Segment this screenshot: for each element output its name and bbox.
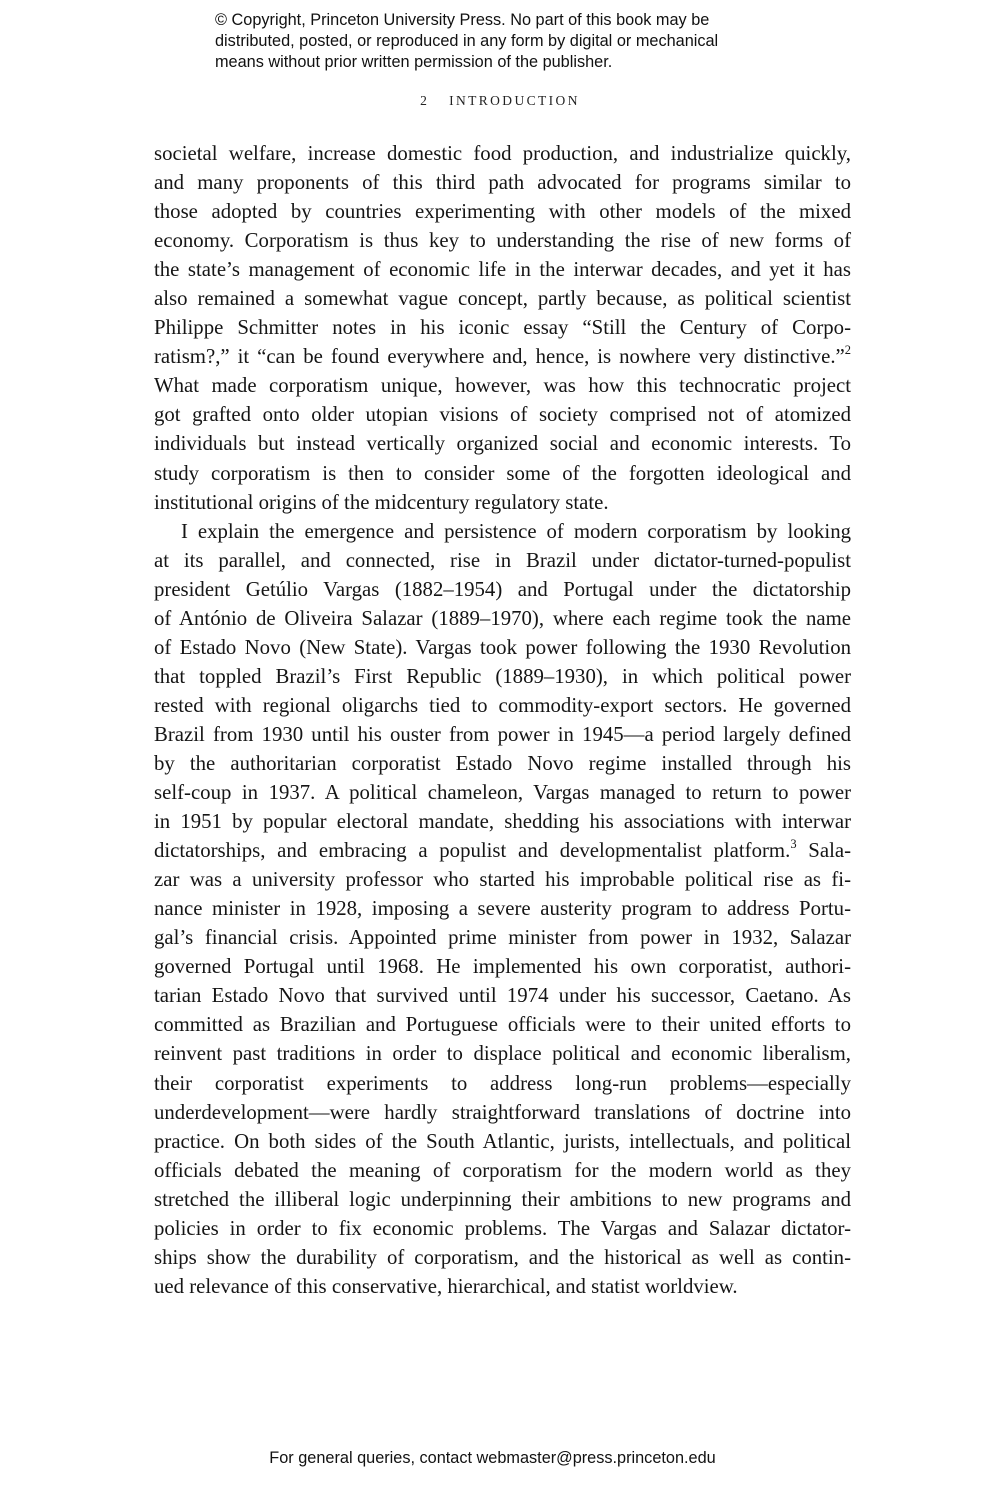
copyright-line: distributed, posted, or reproduced in any form by digital or mechanical <box>215 32 719 50</box>
text-line: policies in order to fix economic problems. The Vargas and Salazar dictator- <box>154 1216 851 1240</box>
copyright-line: means without prior written permission of the publisher. <box>215 53 613 71</box>
text-line: in 1951 by popular electoral mandate, shedding his associations with interwar <box>154 810 851 834</box>
text-line: also remained a somewhat vague concept, partly because, as political scientist <box>154 287 851 311</box>
text-line: gal’s financial crisis. Appointed prime minister from power in 1932, Salazar <box>154 926 851 950</box>
text-line: of António de Oliveira Salazar (1889–1970), where each regime took the name <box>154 606 851 630</box>
text-line: What made corporatism unique, however, was how this technocratic project <box>154 374 851 398</box>
text-line: institutional origins of the midcentury regulatory state. <box>154 490 609 514</box>
text-line: self-coup in 1937. A political chameleon, Vargas managed to return to power <box>154 781 851 805</box>
footer-contact: For general queries, contact webmaster@press.princeton.edu <box>269 1449 716 1467</box>
text-line: ships show the durability of corporatism, and the historical as well as contin- <box>154 1245 851 1269</box>
text-line: individuals but instead vertically organized social and economic interests. To <box>154 432 851 456</box>
footnote-marker[interactable]: 3 <box>790 837 797 852</box>
text-line: and many proponents of this third path advocated for programs similar to <box>154 171 851 195</box>
text-line: reinvent past traditions in order to displace political and economic liberalism, <box>154 1042 851 1066</box>
text-line: economy. Corporatism is thus key to understanding the rise of new forms of <box>154 229 851 253</box>
page-number: 2 <box>420 93 430 108</box>
text-segment: ratism?,” it “can be found everywhere and, hence, is nowhere very distinctive.” <box>154 345 845 369</box>
body-text <box>154 139 851 1301</box>
text-line: governed Portugal until 1968. He implemented his own corporatist, authori- <box>154 955 851 979</box>
text-line: president Getúlio Vargas (1882–1954) and Portugal under the dictatorship <box>154 577 851 601</box>
text-line: practice. On both sides of the South Atlantic, jurists, intellectuals, and political <box>154 1129 851 1153</box>
running-head <box>0 93 985 109</box>
text-line-paragraph-start: I explain the emergence and persistence of modern corporatism by looking <box>181 519 851 543</box>
text-line: got grafted onto older utopian visions of society comprised not of atomized <box>154 403 851 427</box>
footnote-marker[interactable]: 2 <box>844 343 851 358</box>
text-line: stretched the illiberal logic underpinning their ambitions to new programs and <box>154 1187 851 1211</box>
text-line: of Estado Novo (New State). Vargas took power following the 1930 Revolution <box>154 635 851 659</box>
text-line: the state’s management of economic life in the interwar decades, and yet it has <box>154 258 851 282</box>
text-line: rested with regional oligarchs tied to commodity-export sectors. He governed <box>154 693 851 717</box>
text-line: underdevelopment—were hardly straightforward translations of doctrine into <box>154 1100 851 1124</box>
copyright-notice <box>215 10 815 73</box>
text-line: Brazil from 1930 until his ouster from power in 1945—a period largely defined <box>154 722 851 746</box>
text-segment: Sala- <box>808 839 851 863</box>
text-line: their corporatist experiments to address long-run problems—especially <box>154 1071 851 1095</box>
text-line: study corporatism is then to consider some of the forgotten ideological and <box>154 461 851 485</box>
text-line: Philippe Schmitter notes in his iconic essay “Still the Century of Corpo- <box>154 316 851 340</box>
text-line-with-footnote <box>154 342 851 371</box>
text-line: by the authoritarian corporatist Estado Novo regime installed through his <box>154 751 851 775</box>
text-line: zar was a university professor who started his improbable political rise as fi- <box>154 868 851 892</box>
text-line: officials debated the meaning of corporatism for the modern world as they <box>154 1158 851 1182</box>
text-line: committed as Brazilian and Portuguese officials were to their united efforts to <box>154 1013 851 1037</box>
text-line: at its parallel, and connected, rise in Brazil under dictator-turned-populist <box>154 548 851 572</box>
text-line: those adopted by countries experimenting with other models of the mixed <box>154 200 851 224</box>
text-line: societal welfare, increase domestic food production, and industrialize quickly, <box>154 142 851 165</box>
copyright-line: © Copyright, Princeton University Press. No part of this book may be <box>215 11 710 29</box>
text-line: nance minister in 1928, imposing a severe austerity program to address Portu- <box>154 897 851 921</box>
chapter-title: INTRODUCTION <box>449 93 580 108</box>
text-line-with-footnote <box>154 836 851 865</box>
text-line: tarian Estado Novo that survived until 1974 under his successor, Caetano. As <box>154 984 851 1008</box>
text-line: that toppled Brazil’s First Republic (1889–1930), in which political power <box>154 664 851 688</box>
text-segment: dictatorships, and embracing a populist and developmentalist platform. <box>154 839 791 863</box>
text-line: ued relevance of this conservative, hierarchical, and statist worldview. <box>154 1274 738 1298</box>
